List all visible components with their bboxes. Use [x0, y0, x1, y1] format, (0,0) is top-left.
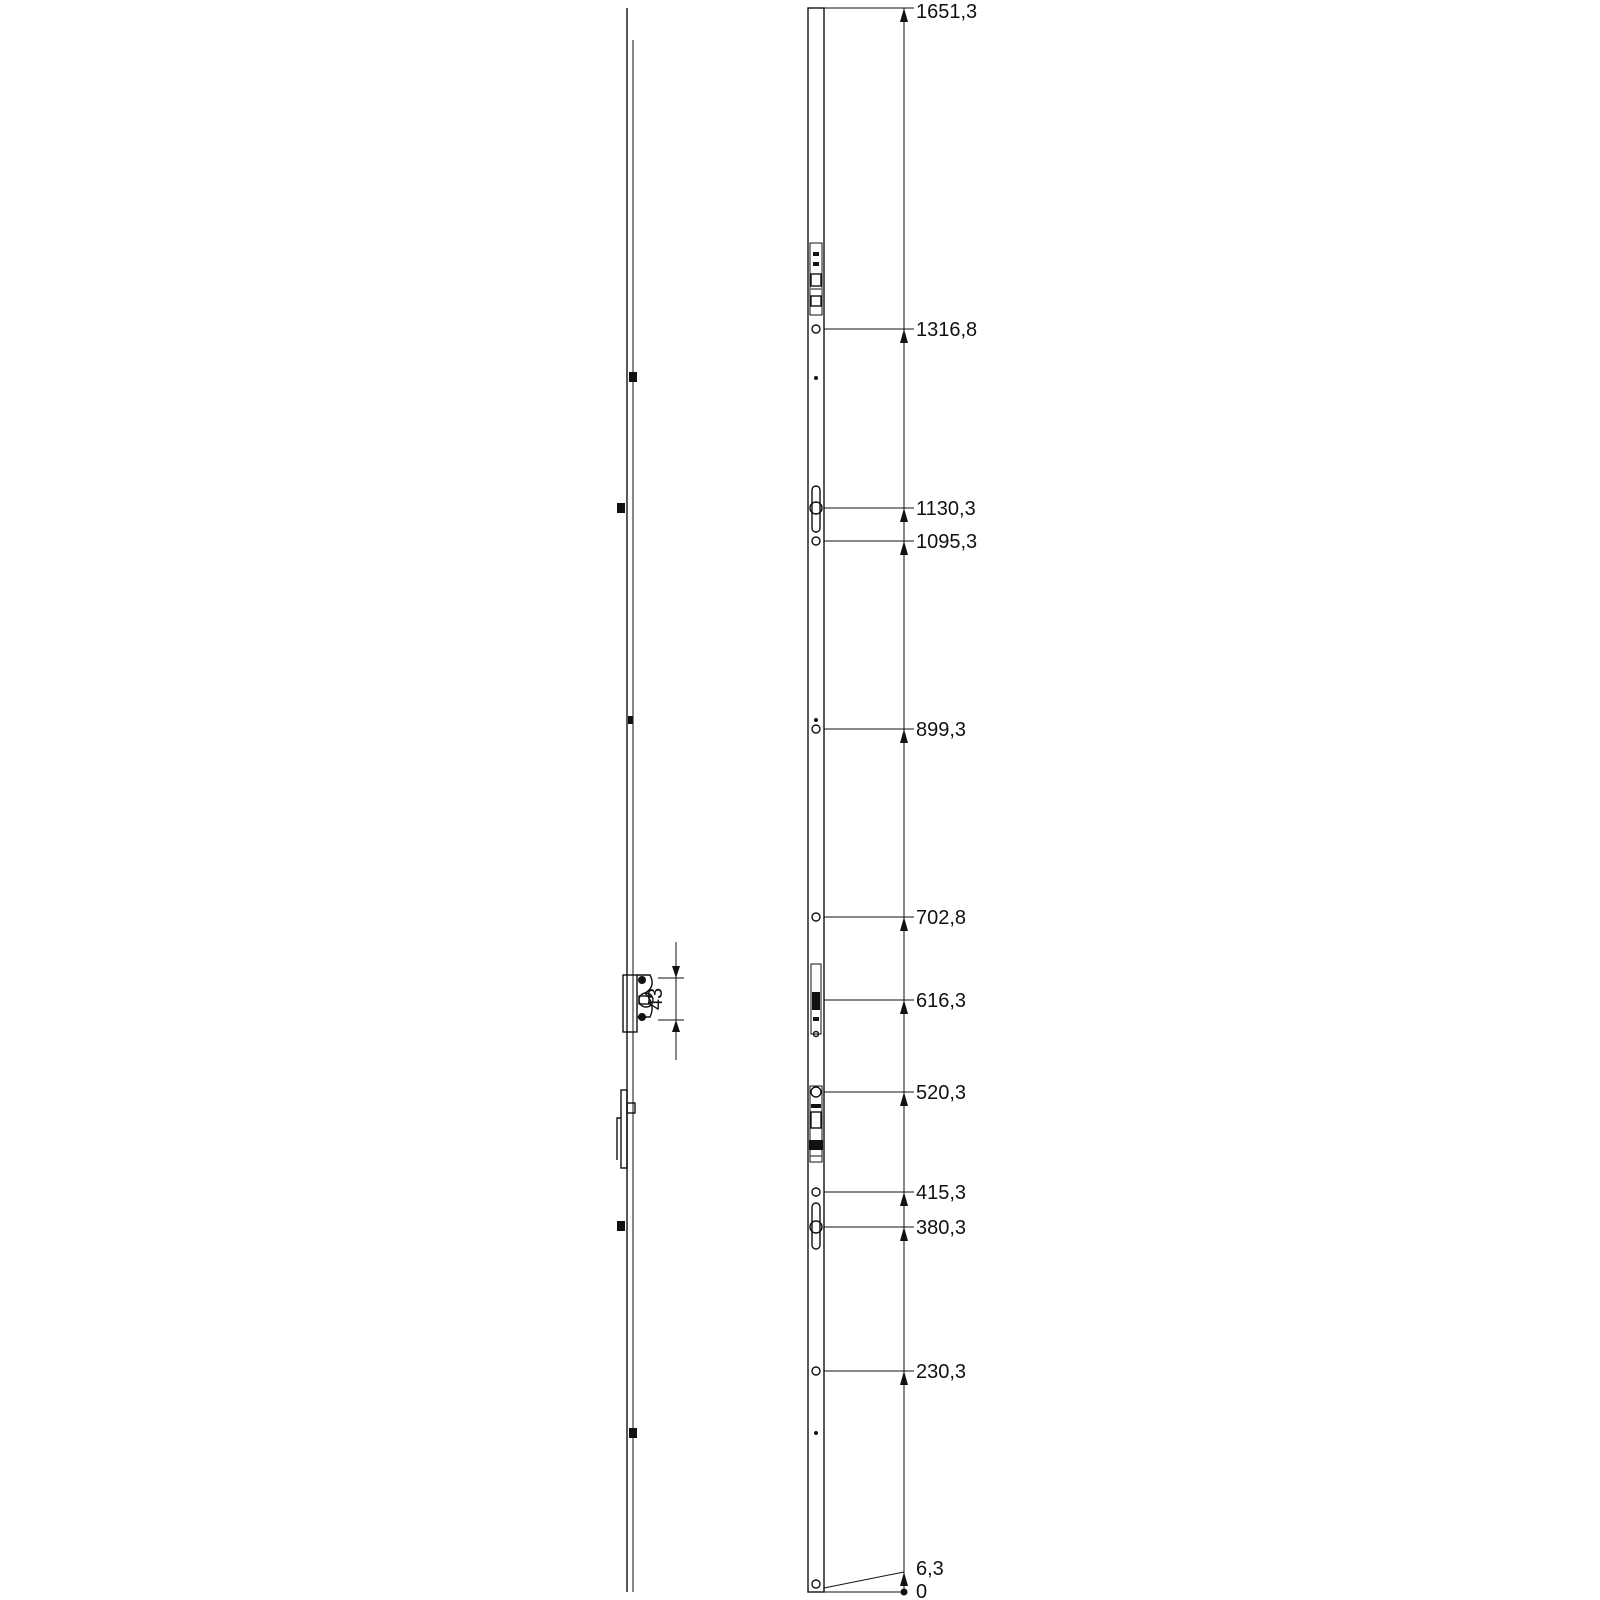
front-view-bolt-1095: [812, 537, 820, 545]
dimension-label: 702,8: [916, 907, 967, 929]
front-view: [808, 8, 904, 1592]
front-view-dot-3: [814, 1431, 818, 1435]
dimension-arrowhead: [900, 1371, 908, 1385]
dimension-label: 0: [916, 1581, 928, 1600]
dimension-label: 899,3: [916, 719, 967, 741]
dimension-arrowhead: [900, 1227, 908, 1241]
front-view-bolt-top: [812, 325, 820, 333]
dimension-label: 1651,3: [916, 1, 978, 23]
dimension-arrowhead: [900, 1572, 908, 1586]
front-view-dot: [814, 376, 818, 380]
dimension-arrowhead: [900, 729, 908, 743]
front-view-bolt-702: [812, 913, 820, 921]
side-view: [617, 8, 684, 1592]
dimension-origin-dot: [901, 1589, 908, 1596]
front-view-slot-upper: [810, 486, 822, 532]
front-view-lock-case: [809, 1086, 823, 1162]
dimension-chain: [824, 1, 977, 1600]
side-view-hook-lower: [617, 1221, 625, 1231]
dimension-label: 520,3: [916, 1082, 967, 1104]
side-view-cam-top: [629, 372, 637, 382]
side-view-cam-middle: [628, 716, 633, 724]
front-view-bolt-899: [812, 725, 820, 733]
dimension-label: 415,3: [916, 1182, 967, 1204]
front-view-bolt-230: [812, 1367, 820, 1375]
front-view-top-mechanism: [810, 243, 822, 315]
front-view-gearbox: [811, 964, 821, 1037]
dimension-label: 616,3: [916, 990, 967, 1012]
side-view-dimension: [645, 942, 684, 1060]
dimension-arrowhead: [900, 329, 908, 343]
front-view-offset-line: [824, 1572, 904, 1588]
dimension-arrowhead: [900, 1000, 908, 1014]
dimension-label: 1130,3: [916, 498, 976, 520]
front-view-bolt-bottom: [812, 1580, 820, 1588]
side-view-cam-bottom: [629, 1428, 637, 1438]
side-view-hook-upper: [617, 503, 625, 513]
dimension-arrowhead: [900, 541, 908, 555]
dimension-label: 1316,8: [916, 319, 978, 341]
side-view-keeper: [617, 1090, 635, 1168]
dimension-43-label: 43: [645, 987, 667, 1011]
dimension-arrowhead: [900, 8, 908, 22]
front-view-dot-2: [814, 718, 818, 722]
dimension-label: 230,3: [916, 1361, 967, 1383]
dimension-arrowhead: [900, 917, 908, 931]
dimension-arrowhead: [900, 1092, 908, 1106]
dimension-label: 6,3: [916, 1558, 944, 1580]
front-view-bolt-415: [812, 1188, 820, 1196]
dimension-arrowhead: [900, 508, 908, 522]
front-view-slot-lower: [810, 1203, 822, 1249]
dimension-label: 380,3: [916, 1217, 967, 1239]
dimension-label: 1095,3: [916, 531, 978, 553]
dimension-arrowhead: [900, 1192, 908, 1206]
